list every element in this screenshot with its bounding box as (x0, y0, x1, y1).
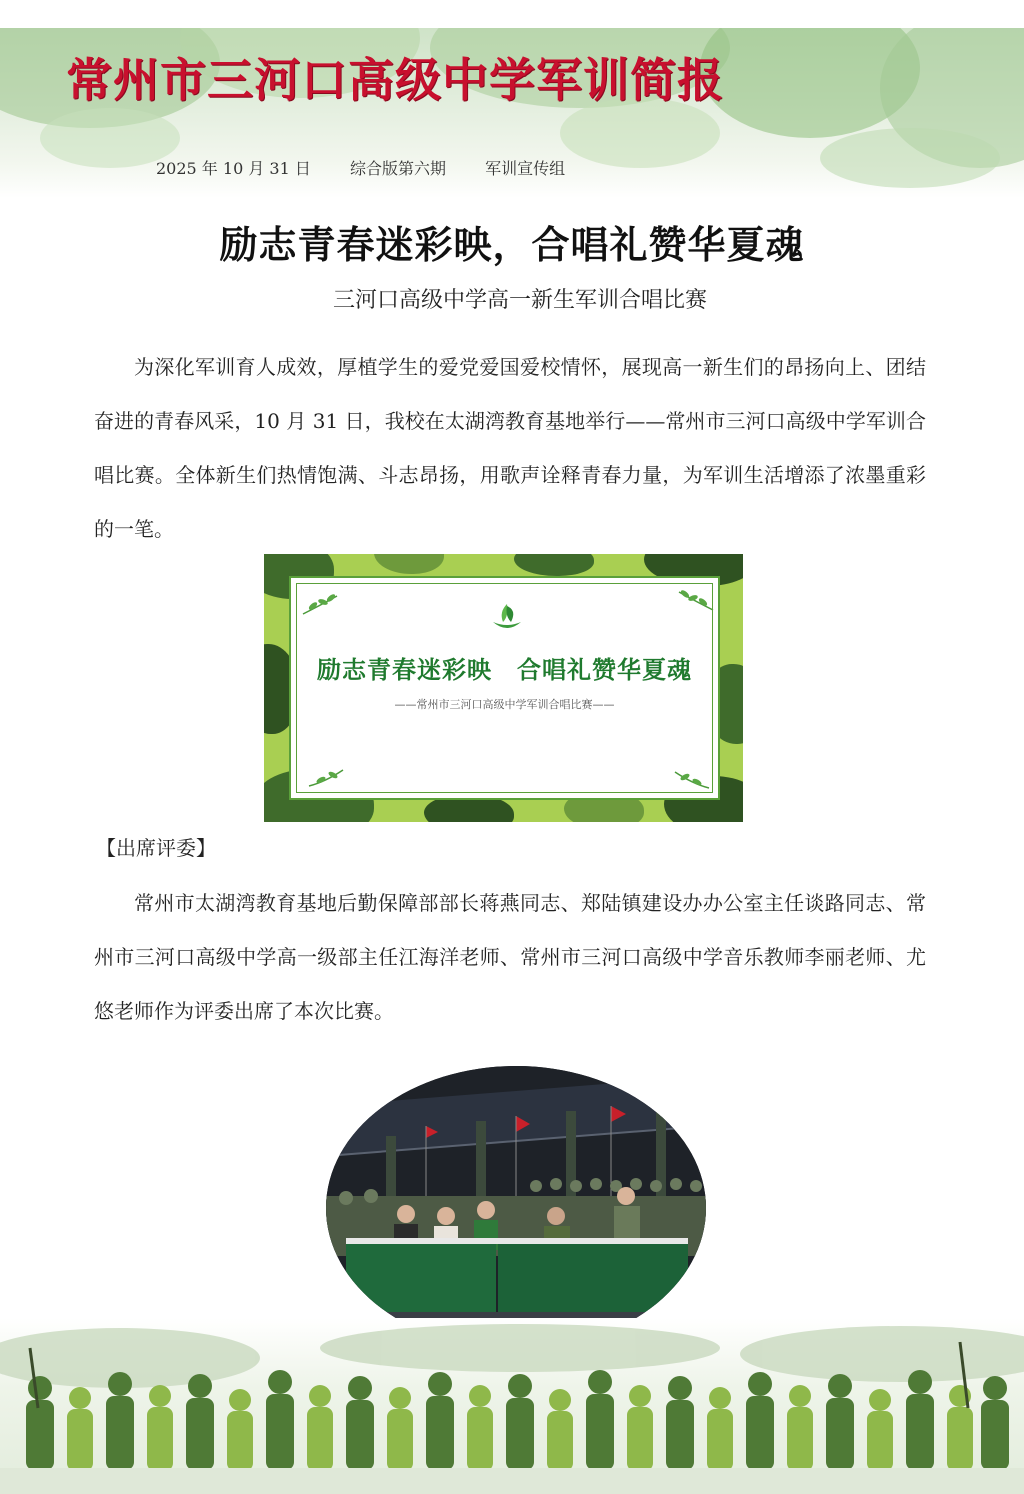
issue-line (156, 156, 599, 179)
banner-subtitle: ——常州市三河口高级中学军训合唱比赛—— (394, 698, 615, 711)
judges-photo-illustration (326, 1066, 706, 1350)
sprig-icon (671, 766, 711, 792)
masthead-title: 常州市三河口高级中学军训简报 (66, 53, 724, 107)
article-title: 励志青春迷彩映，合唱礼赞华夏魂 (219, 223, 805, 267)
banner-card (289, 576, 720, 800)
sprig-icon (301, 592, 341, 618)
article-subtitle: 三河口高级中学高一新生军训合唱比赛 (332, 288, 707, 313)
sprig-icon (675, 588, 715, 614)
judges-photo (326, 1066, 706, 1350)
issue-date: 2025 年 10 月 31 日 (156, 159, 311, 178)
issue-department: 军训宣传组 (485, 159, 566, 178)
intro-paragraph: 为深化军训育人成效，厚植学生的爱党爱国爱校情怀，展现高一新生们的昂扬向上、团结奋进的青春风采，10 月 31 日，我校在太湖湾教育基地举行——常州市三河口高级中学军训合唱比赛。全体新生们热情饱满、斗志昂扬，用歌声诠释青春力量，为军训生活增添了浓墨重彩的一笔。 (94, 355, 926, 541)
sprig-icon (307, 764, 347, 790)
issue-edition: 综合版第六期 (349, 159, 446, 178)
soldiers-silhouette-illustration (0, 1318, 1024, 1494)
judges-section-label: 【出席评委】 (96, 836, 216, 860)
soldiers-footer-decoration (0, 1318, 1024, 1494)
judges-paragraph: 常州市太湖湾教育基地后勤保障部部长蒋燕同志、郑陆镇建设办办公室主任谈路同志、常州市三河口高级中学高一级部主任江海洋老师、常州市三河口高级中学音乐教师李丽老师、尤悠老师作为评委出席了本次比赛。 (94, 891, 926, 1023)
leaf-logo-icon (489, 600, 525, 636)
event-banner (264, 554, 743, 822)
banner-title: 励志青春迷彩映 合唱礼赞华夏魂 (317, 656, 692, 684)
